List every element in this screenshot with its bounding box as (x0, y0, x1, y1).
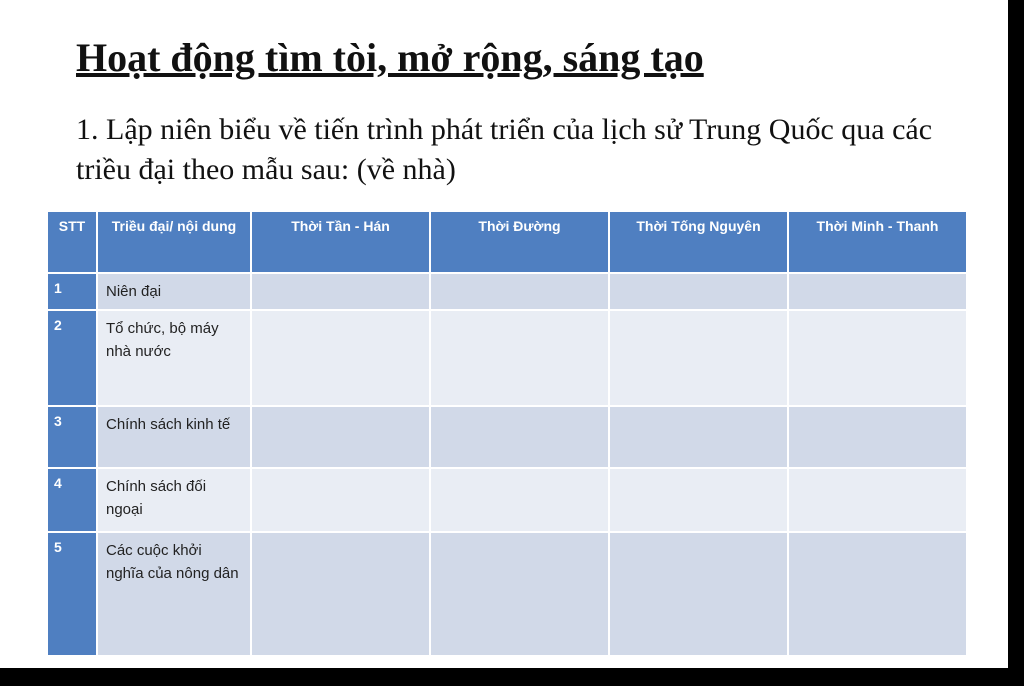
table-header-row (47, 211, 967, 273)
table-row (47, 468, 967, 532)
header-minh-thanh: Thời Minh - Thanh (788, 211, 967, 273)
header-tan-han: Thời Tần - Hán (251, 211, 430, 273)
table-cell (251, 310, 430, 406)
header-duong: Thời Đường (430, 211, 609, 273)
table-cell (430, 273, 609, 310)
table-cell (251, 468, 430, 532)
row-number: 3 (47, 406, 97, 468)
table-cell (788, 310, 967, 406)
row-label: Niên đại (97, 273, 251, 310)
table-cell (430, 468, 609, 532)
row-label: Tổ chức, bộ máy nhà nước (97, 310, 251, 406)
row-number: 5 (47, 532, 97, 656)
table-cell (251, 273, 430, 310)
table-cell (788, 406, 967, 468)
table-cell (251, 532, 430, 656)
table-cell (788, 468, 967, 532)
row-number: 1 (47, 273, 97, 310)
screen-border-bottom (0, 668, 1024, 686)
table-cell (609, 468, 788, 532)
table-cell (430, 310, 609, 406)
table-row (47, 406, 967, 468)
table-cell (430, 406, 609, 468)
header-dynasty-content: Triều đại/ nội dung (97, 211, 251, 273)
timeline-table (46, 210, 968, 657)
table-cell (609, 273, 788, 310)
table-cell (609, 310, 788, 406)
table-cell (251, 406, 430, 468)
row-label: Chính sách đối ngoại (97, 468, 251, 532)
slide-title: Hoạt động tìm tòi, mở rộng, sáng tạo (76, 35, 704, 80)
table-cell (430, 532, 609, 656)
row-label: Các cuộc khởi nghĩa của nông dân (97, 532, 251, 656)
table-row (47, 310, 967, 406)
table-cell (609, 532, 788, 656)
row-number: 4 (47, 468, 97, 532)
table-cell (788, 273, 967, 310)
instruction-text: 1. Lập niên biểu về tiến trình phát triển của lịch sử Trung Quốc qua các triều đại theo mẫu sau: (về nhà) (76, 113, 933, 186)
table-row (47, 532, 967, 656)
table-cell (609, 406, 788, 468)
table-cell (788, 532, 967, 656)
table-row (47, 273, 967, 310)
row-label: Chính sách kinh tế (97, 406, 251, 468)
screen-border-right (1008, 0, 1024, 686)
row-number: 2 (47, 310, 97, 406)
header-tong-nguyen: Thời Tống Nguyên (609, 211, 788, 273)
header-stt: STT (47, 211, 97, 273)
